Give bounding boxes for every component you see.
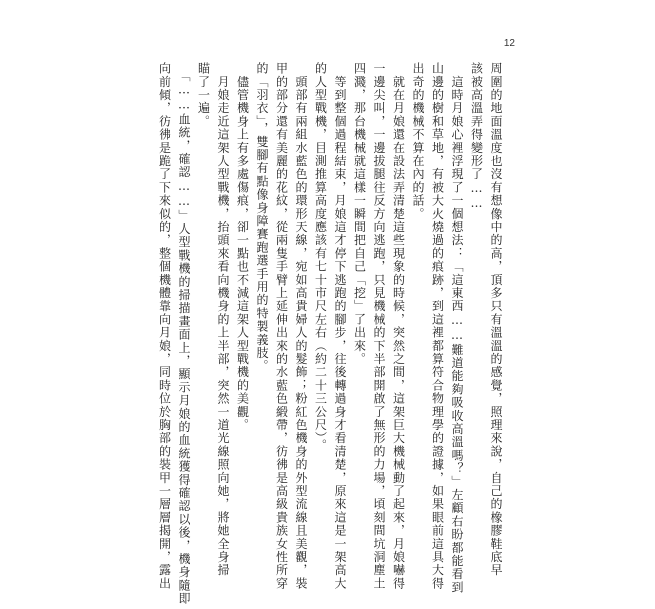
text-line: 等到整個過程結束，月娘這才停下逃跑的腳步，往後轉過身才看清楚，原來這是一架高大	[333, 62, 347, 590]
text-line: 「……血統，確認……」人型戰機的掃描畫面上，顯示月娘的血統獲得確認以後，機身隨即	[177, 62, 191, 606]
text-line: 四濺，那台機械就這樣一瞬間把自己「挖」了出來。	[352, 62, 367, 366]
text-line: 出奇的機械不算在內的話。	[411, 62, 425, 221]
text-line: 甲的部分還有美麗的花紋，從兩隻手臂上延伸出來的水藍色緞帶，彷彿是高級貴族女性所穿	[274, 62, 289, 590]
text-line: 山邊的樹和草地，有被大火燒過的痕跡，到這裡都算符合物理學的證據，如果眼前這具大得	[430, 62, 445, 590]
text-line: 向前傾，彷彿是跪了下來似的，整個機體靠向月娘，同時位於胸部的裝甲一層層揭開，露出	[157, 62, 172, 590]
text-line: 瞄了一遍。	[196, 62, 211, 128]
text-line: 儘管機身上有多處傷痕，卻一點也不減這架人型戰機的美觀。	[235, 62, 250, 432]
text-line: 頭部有兩組水藍色的環形天線，宛如高貴婦人的髮飾；粉紅色機身的外型流線且美觀，裝	[294, 62, 308, 590]
page-number: 12	[503, 38, 515, 49]
text-line: 周圍的地面溫度也沒有想像中的高，頂多只有溫溫的感覺，照理來說，自己的橡膠鞋底早	[489, 62, 503, 577]
vertical-text-block	[157, 62, 505, 606]
text-line: 就在月娘還在設法弄清楚這些現象的時候，突然之間，這架巨大機械動了起來，月娘嚇得	[391, 62, 406, 590]
text-line: 的人型戰機，目測推算高度應該有七十市尺左右（約二十三公尺）。	[313, 62, 328, 452]
text-line: 這時月娘心裡浮現了一個想法：「這東西……難道能夠吸收高溫嗎？」左顧右盼都能看到	[450, 62, 464, 594]
text-line: 月娘走近這架人型戰機，抬頭來看向機身的上半部，突然一道光線照向她，將她全身掃	[216, 62, 230, 577]
text-line: 該被高溫弄得變形了……	[469, 62, 484, 212]
text-line: 的「羽衣」，雙腳有點像身障賽跑選手用的特製義肢。	[255, 62, 269, 373]
text-line: 一邊尖叫，一邊拔腿往反方向逃跑，只見機械的下半部開啟了無形的力場，頃刻間坑洞塵土	[372, 62, 386, 590]
